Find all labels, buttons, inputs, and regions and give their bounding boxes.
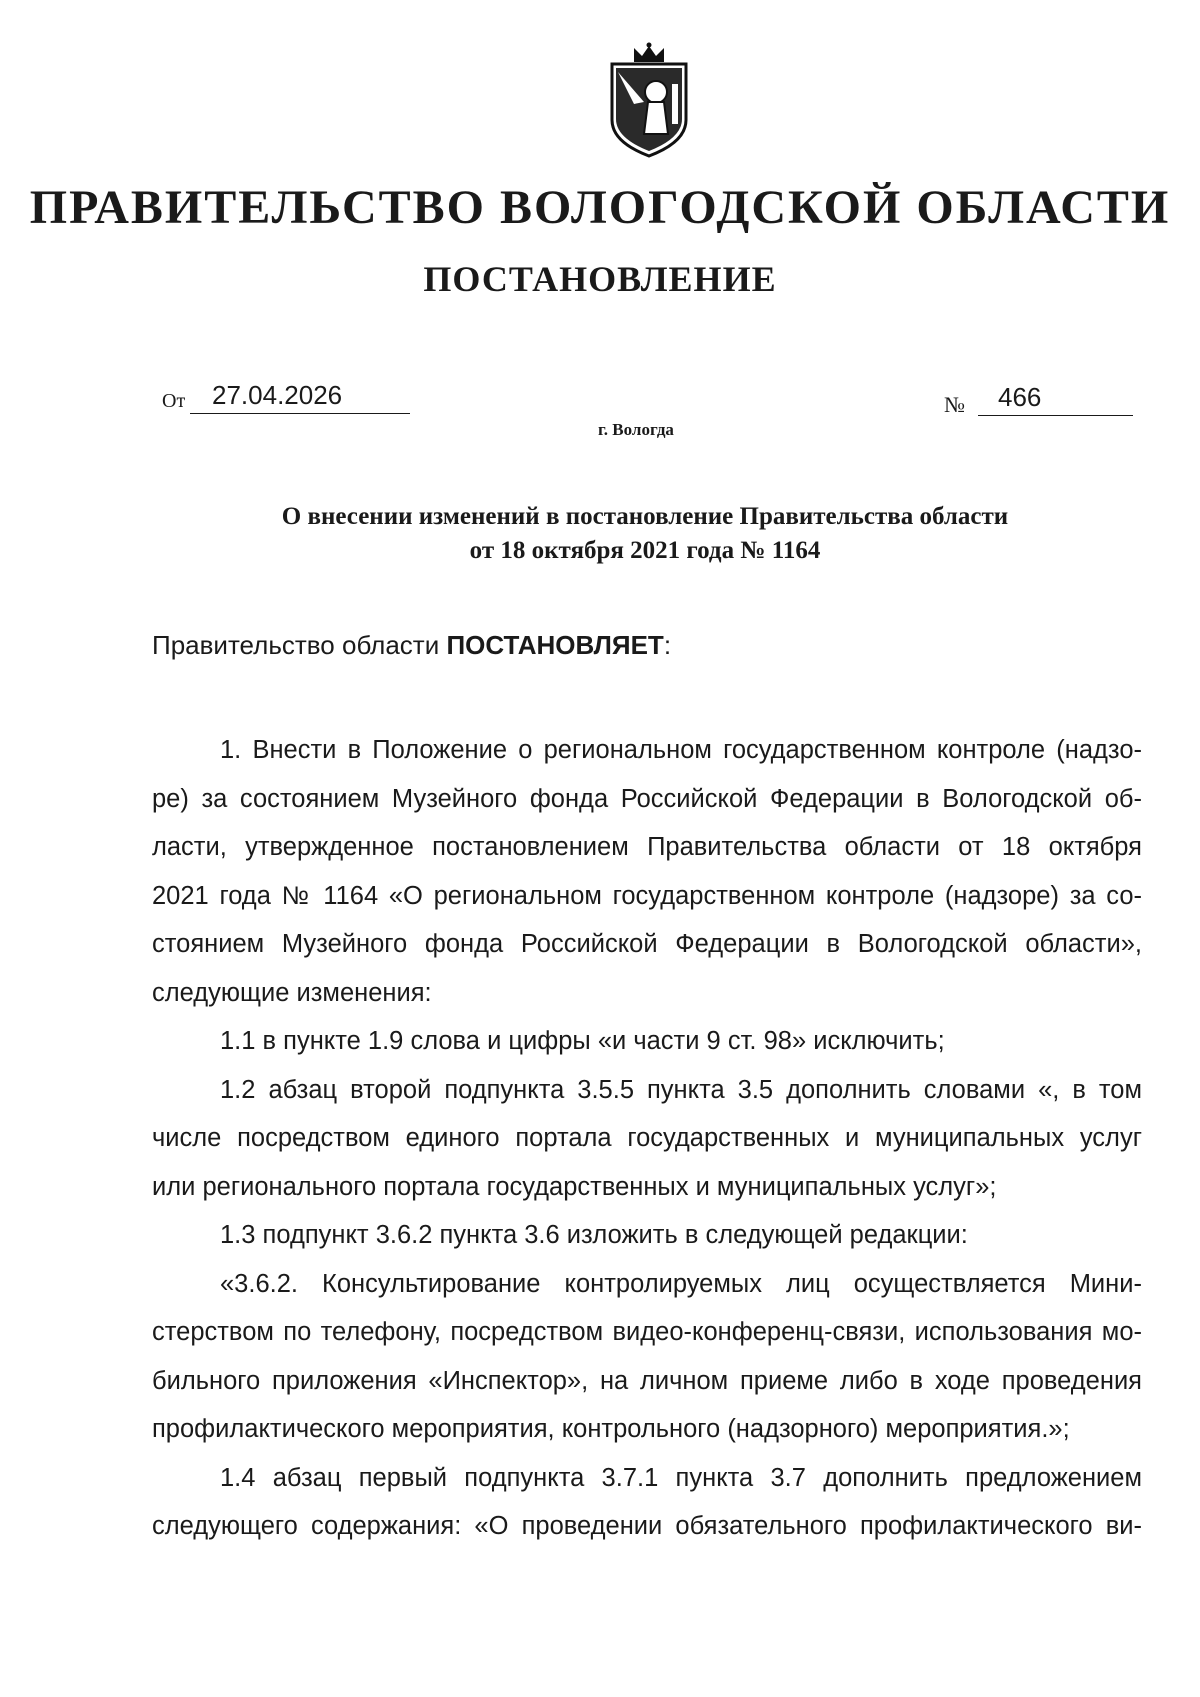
body-line: 2021 года № 1164 «О региональном государственном контроле (надзоре) за со-	[152, 881, 1142, 910]
body-line: или регионального портала государственных и муниципальных услуг»;	[152, 1172, 997, 1201]
body-line: стоянием Музейного фонда Российской Федерации в Вологодской области»,	[152, 930, 1142, 958]
government-title: ПРАВИТЕЛЬСТВО ВОЛОГОДСКОЙ ОБЛАСТИ	[29, 181, 1171, 234]
decree-statement	[152, 630, 671, 661]
body-line: 1.2 абзац второй подпункта 3.5.5 пункта 3.5 дополнить словами «, в том	[220, 1075, 1142, 1104]
decree-prefix: Правительство области	[152, 630, 440, 660]
body-line: профилактического мероприятия, контрольного (надзорного) мероприятия.»;	[152, 1415, 1070, 1443]
body-line: ре) за состоянием Музейного фонда Российской Федерации в Вологодской об-	[152, 784, 1142, 813]
document-subject	[0, 500, 1200, 568]
decree-suffix: :	[663, 630, 672, 660]
coat-of-arms-icon	[604, 42, 694, 162]
body-line: 1. Внести в Положение о региональном государственном контроле (надзо-	[220, 736, 1142, 764]
body-line: 1.3 подпункт 3.6.2 пункта 3.6 изложить в следующей редакции:	[220, 1221, 968, 1249]
body-line: 1.4 абзац первый подпункта 3.7.1 пункта 3.7 дополнить предложением	[220, 1463, 1142, 1492]
decree-keyword: ПОСТАНОВЛЯЕТ	[446, 630, 664, 660]
number-label: №	[944, 392, 965, 417]
body-line: 1.1 в пункте 1.9 слова и цифры «и части 9 ст. 98» исключить;	[220, 1027, 945, 1055]
body-line: числе посредством единого портала государственных и муниципальных услуг	[152, 1124, 1142, 1152]
document-date: 27.04.2026	[190, 380, 410, 414]
document-type: ПОСТАНОВЛЕНИЕ	[423, 259, 777, 299]
document-body	[152, 726, 1142, 1551]
body-line: ласти, утвержденное постановлением Правительства области от 18 октября	[152, 833, 1142, 861]
body-line: следующего содержания: «О проведении обязательного профилактического ви-	[152, 1512, 1142, 1540]
body-line: бильного приложения «Инспектор», на личном приеме либо в ходе проведения	[152, 1366, 1142, 1395]
date-label: От	[162, 390, 186, 412]
document-number: 466	[978, 382, 1133, 416]
body-line: следующие изменения:	[152, 978, 432, 1007]
subject-line: О внесении изменений в постановление Правительства области	[281, 503, 1009, 530]
subject-line: от 18 октября 2021 года № 1164	[469, 537, 821, 564]
body-line: стерством по телефону, посредством видео-конференц-связи, использования мо-	[152, 1318, 1142, 1346]
city-label: г. Вологда	[598, 420, 674, 439]
body-line: «3.6.2. Консультирование контролируемых лиц осуществляется Мини-	[220, 1269, 1142, 1298]
